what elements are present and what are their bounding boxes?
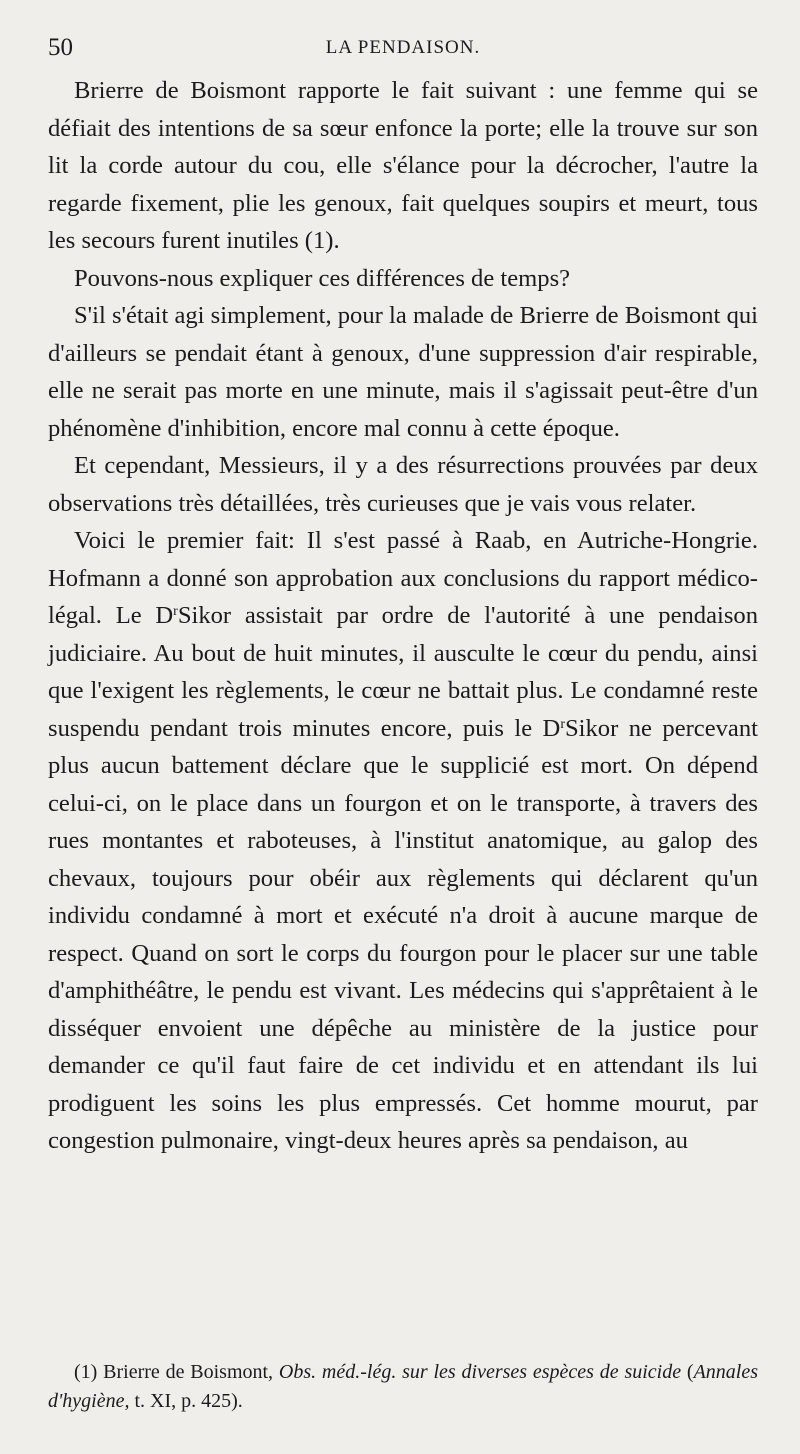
paragraph-question: Pouvons-nous expliquer ces différences de temps? — [74, 264, 571, 292]
doctor-abbrev-superscript: r — [173, 604, 178, 619]
footnote-mark: (1) — [74, 1361, 98, 1383]
doctor-abbrev-superscript: r — [560, 716, 565, 732]
paragraph-inhibition: S'il s'était agi simplement, pour la malade de Brierre de Boismont qui d'ailleurs se pendait étant à genoux, d'une suppression d'air respirable, elle ne serait pas morte en une minute, mais il s'agissait peut-être d'un phénomène d'inhibition, encore mal connu à cette époque. — [48, 302, 758, 442]
running-header — [48, 28, 758, 68]
paragraph-first-case-part2: Sikor assistait par ordre de l'autorité à une pendaison judiciaire. Au bout de huit minutes, il ausculte le cœur du pendu, ainsi que l'exigent les règlements, le cœur ne battait plus. Le condamné reste suspendu pendant trois minutes encore, puis le D — [48, 602, 758, 742]
paragraph-first-case-part3: Sikor ne percevant plus aucun battement déclare que le supplicié est mort. On dépend celui-ci, on le place dans un fourgon et on le transporte, à travers des rues montantes et raboteuses, à l'institut anatomique, au galop des chevaux, toujours pour obéir aux règlements qui déclarent qu'un individu condamné à mort et exécuté n'a droit à aucune marque de respect. Quand on sort le corps du fourgon pour le placer sur une table d'amphithéâtre, le pendu est vivant. Les médecins qui s'apprêtaient à le disséquer envoient une dépêche au ministère de la justice pour demander ce qu'il faut faire de cet individu et en attendant ils lui prodiguent les soins les plus empressés. Cet homme mourut, par congestion pulmonaire, vingt-deux heures après sa pendaison, au — [48, 714, 758, 1154]
paragraph-brierre-case: Brierre de Boismont rapporte le fait suivant : une femme qui se défiait des intentions de sa sœur enfonce la porte; elle la trouve sur son lit la corde autour du cou, elle s'élance pour la décrocher, l'autre la regarde fixement, plie les genoux, fait quelques soupirs et meurt, tous les secours furent inutiles (1). — [48, 77, 758, 254]
footnote-text — [48, 1358, 758, 1416]
page-number: 50 — [48, 34, 73, 61]
footnote-author: Brierre de Boismont, — [103, 1361, 274, 1383]
footnote-open-paren: ( — [686, 1361, 694, 1383]
paragraph-first-case — [48, 522, 758, 1160]
footnote-work-title: Obs. méd.-lég. sur les diverses espèces de suicide — [278, 1361, 682, 1383]
footnote — [48, 1358, 758, 1416]
footnote-citation: t. XI, p. 425). — [134, 1390, 243, 1412]
running-title: LA PENDAISON. — [325, 37, 481, 58]
footnote-journal: Annales d'hygiène, — [48, 1361, 759, 1412]
paragraph-first-case-part1: Voici le premier fait: Il s'est passé à Raab, en Autriche-Hongrie. Hofmann a donné son approbation aux conclusions du rapport médico-légal. Le D — [48, 527, 758, 629]
paragraph-resurrections: Et cependant, Messieurs, il y a des résurrections prouvées par deux observations très détaillées, très curieuses que je vais vous relater. — [48, 452, 758, 517]
main-text — [48, 72, 758, 1160]
